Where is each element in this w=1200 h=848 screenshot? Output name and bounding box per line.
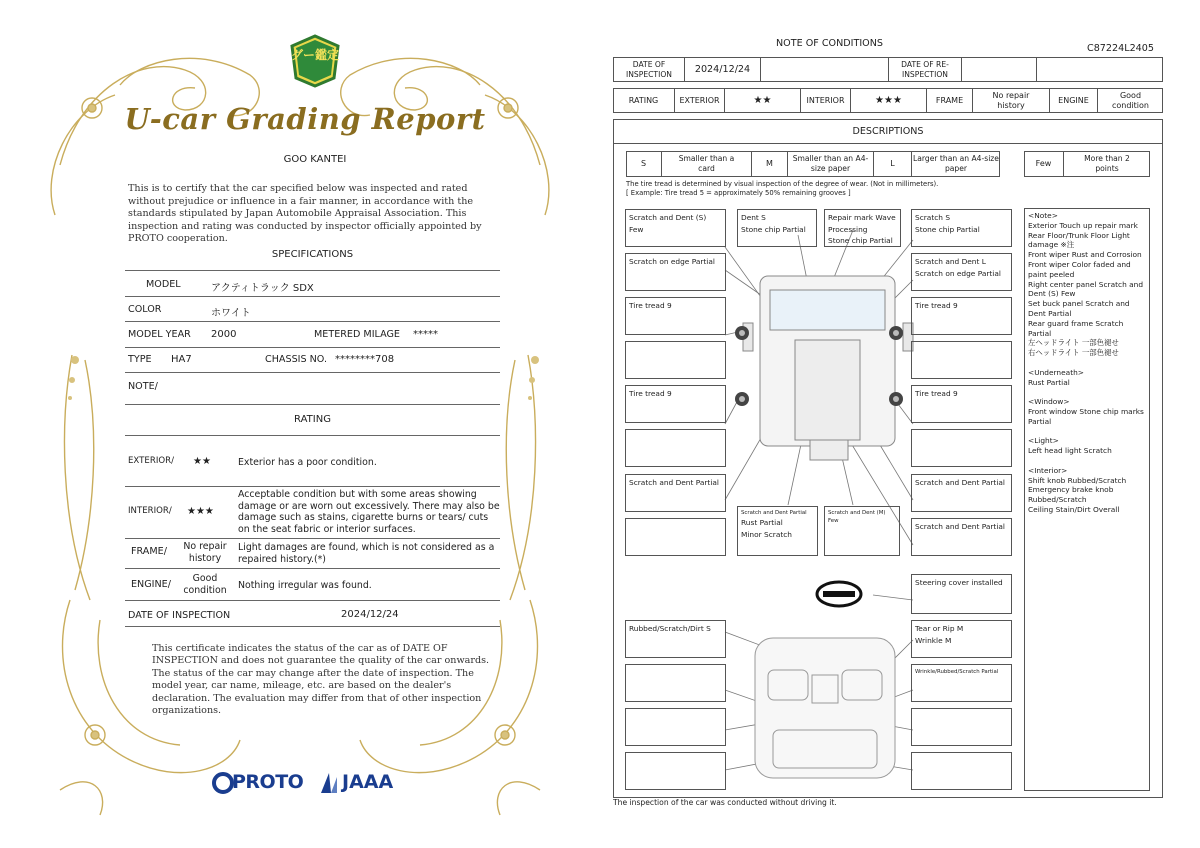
note-of-conditions	[600, 0, 1200, 848]
date-label: DATE OF INSPECTION	[128, 610, 231, 621]
engine-label: ENGINE	[1050, 89, 1098, 112]
notes-text: <Note> Exterior Touch up repair mark Rear Floor/Trunk Floor Light damage ※注 Front wiper Rust and Corrosion Front wiper Color faded and paint peeled Right center panel Scratch and Dent (S) Few Set buck panel Scratch and Dent Partial Rear guard frame Scratch Partial 左ヘッドライト 一部色褪せ 右ヘッドライト 一部色褪せ <Underneath> Rust Partial <Window> Front window Stone chip marks Partial <Light> Left head light Scratch <Interior> Shift knob Rubbed/Scratch Emergency brake knob Rubbed/Scratch Ceiling Stain/Dirt Overall	[1028, 211, 1144, 514]
tire-box-rear-left: Tire tread 9	[625, 385, 726, 423]
date-reinsp-label: DATE OF RE-INSPECTION	[901, 59, 949, 79]
legend-few: Few	[1024, 152, 1064, 176]
type-label: TYPE	[128, 354, 152, 365]
brand-jaaa: JAAA	[342, 771, 394, 793]
engine-value: Good condition	[183, 573, 227, 596]
divider	[125, 270, 500, 271]
damage-box-hood: Repair mark Wave Processing Stone chip Partial	[824, 209, 901, 247]
tire-example: [ Example: Tire tread 5 = approximately 50% remaining grooves ]	[626, 189, 851, 197]
interior-box-right-2: Wrinkle/Rubbed/Scratch Partial	[911, 664, 1012, 702]
proto-logo-icon	[212, 771, 234, 795]
empty-box	[911, 752, 1012, 790]
frame-label: FRAME	[927, 89, 973, 112]
chassis-value: ********708	[335, 354, 395, 365]
brand-proto: PROTO	[232, 771, 304, 793]
damage-box-front-left: Scratch and Dent (S) Few	[625, 209, 726, 247]
model-label: MODEL	[146, 279, 181, 290]
tailgate-header: Scratch and Dent (M) Few	[828, 510, 886, 524]
badge-text: グー鑑定	[290, 48, 340, 62]
certificate-intro: This is to certify that the car specified below was inspected and rated without prejudice or influence in a fair manner, in accordance with the standards stipulated by Japan Automobile Appraisal Association. This inspection and rating was conducted by inspector officially appointed by PROTO cooperation.	[128, 183, 482, 245]
frame-value: No repair history	[183, 541, 227, 564]
certificate-title: U-car Grading Report	[124, 102, 486, 136]
divider	[125, 626, 500, 627]
descriptions-heading: DESCRIPTIONS	[852, 125, 924, 137]
model-value: アクティトラック SDX	[211, 283, 314, 294]
steering-box: Steering cover installed	[911, 574, 1012, 614]
rear-bed-detail: Rust Partial Minor Scratch	[741, 518, 792, 539]
color-value: ホワイト	[211, 308, 251, 319]
report-code: C87224L2405	[1087, 43, 1154, 54]
rear-bed-header: Scratch and Dent Partial	[741, 510, 807, 516]
rating-heading: RATING	[294, 414, 331, 425]
jaaa-logo-icon	[318, 771, 340, 795]
divider	[125, 486, 500, 487]
specifications-heading: SPECIFICATIONS	[271, 249, 354, 260]
type-value: HA7	[171, 354, 192, 365]
engine-label: ENGINE/	[131, 579, 171, 590]
date-insp-value: 2024/12/24	[694, 63, 751, 75]
divider	[125, 321, 500, 322]
goo-kantei-badge	[288, 34, 342, 88]
damage-box-front-right: Scratch S Stone chip Partial	[911, 209, 1012, 247]
empty-box	[625, 752, 726, 790]
divider	[125, 568, 500, 569]
exterior-desc: Exterior has a poor condition.	[238, 457, 377, 468]
divider	[125, 404, 500, 405]
exterior-label: EXTERIOR/	[128, 456, 174, 466]
tire-note: The tire tread is determined by visual inspection of the degree of wear. (Not in millimeters).	[626, 180, 939, 188]
tire-box-front-right: Tire tread 9	[911, 297, 1012, 335]
divider	[125, 296, 500, 297]
damage-box-rear-right-2: Scratch and Dent Partial	[911, 518, 1012, 556]
empty-box	[625, 708, 726, 746]
rating-label: RATING	[613, 89, 675, 112]
empty-box	[911, 708, 1012, 746]
interior-box-left-1: Rubbed/Scratch/Dirt S	[625, 620, 726, 658]
frame-label: FRAME/	[131, 546, 167, 557]
report-title: NOTE OF CONDITIONS	[776, 38, 883, 49]
steering-wheel-icon	[817, 582, 861, 606]
empty-box	[625, 664, 726, 702]
legend-m-desc: Smaller than an A4-size paper	[788, 152, 874, 176]
divider	[125, 435, 500, 436]
chassis-label: CHASSIS NO.	[265, 354, 328, 365]
tire-box-rear-right: Tire tread 9	[911, 385, 1012, 423]
certificate-subtitle: GOO KANTEI	[283, 154, 347, 165]
interior-label: INTERIOR	[801, 89, 851, 112]
damage-box-left-edge: Scratch on edge Partial	[625, 253, 726, 291]
empty-box	[625, 341, 726, 379]
model-year-label: MODEL YEAR	[128, 329, 191, 340]
divider	[125, 347, 500, 348]
legend-l: L	[874, 152, 912, 176]
frame-value: No repair history	[973, 89, 1050, 112]
metered-value: *****	[413, 329, 438, 340]
damage-box-front-bumper: Dent S Stone chip Partial	[737, 209, 817, 247]
certificate-footer-text: This certificate indicates the status of the car as of DATE OF INSPECTION and does not guarantee the quality of the car onwards. The status of the car may change after the date of inspection. The model year, car name, mileage, etc. are based on the dealer's declaration. The evaluation may differ from that of other inspection organizations.	[152, 643, 490, 717]
exterior-stars: ★★	[725, 89, 801, 112]
engine-desc: Nothing irregular was found.	[238, 580, 372, 591]
date-insp-label: DATE OF INSPECTION	[626, 59, 672, 79]
legend-s: S	[626, 152, 662, 176]
exterior-stars: ★★	[193, 456, 211, 467]
note-label: NOTE/	[128, 381, 158, 392]
divider	[125, 372, 500, 373]
model-year-value: 2000	[211, 329, 237, 340]
interior-stars: ★★★	[187, 506, 214, 517]
legend-few-desc: More than 2 points	[1084, 154, 1130, 173]
damage-box-rear-bed	[737, 506, 818, 556]
engine-value: Good condition	[1112, 90, 1149, 110]
interior-box-right-1: Tear or Rip M Wrinkle M	[911, 620, 1012, 658]
color-label: COLOR	[128, 304, 162, 315]
empty-box	[625, 429, 726, 467]
empty-box	[911, 341, 1012, 379]
divider	[125, 538, 500, 539]
frame-desc: Light damages are found, which is not considered as a repaired history.(*)	[238, 542, 495, 565]
tire-box-front-left: Tire tread 9	[625, 297, 726, 335]
report-footer: The inspection of the car was conducted without driving it.	[613, 798, 837, 807]
damage-box-rear-left: Scratch and Dent Partial	[625, 474, 726, 512]
exterior-label: EXTERIOR	[675, 89, 725, 112]
date-value: 2024/12/24	[341, 609, 399, 620]
damage-box-right-edge: Scratch and Dent L Scratch on edge Partial	[911, 253, 1012, 291]
empty-box	[911, 429, 1012, 467]
legend-s-desc: Smaller than a card	[662, 152, 752, 176]
empty-box	[625, 518, 726, 556]
legend-l-desc: Larger than an A4-size paper	[913, 154, 999, 173]
legend-m: M	[752, 152, 788, 176]
metered-label: METERED MILAGE	[314, 329, 400, 340]
divider	[125, 600, 500, 601]
interior-label: INTERIOR/	[128, 506, 172, 516]
interior-desc: Acceptable condition but with some areas showing damage or are worn out excessively. There may also be damage such as stains, cigarette burns or tears/ cuts on the seat fabric or interior surfaces.	[238, 489, 500, 535]
damage-box-rear-right: Scratch and Dent Partial	[911, 474, 1012, 512]
damage-box-tailgate	[824, 506, 900, 556]
interior-stars: ★★★	[851, 89, 927, 112]
